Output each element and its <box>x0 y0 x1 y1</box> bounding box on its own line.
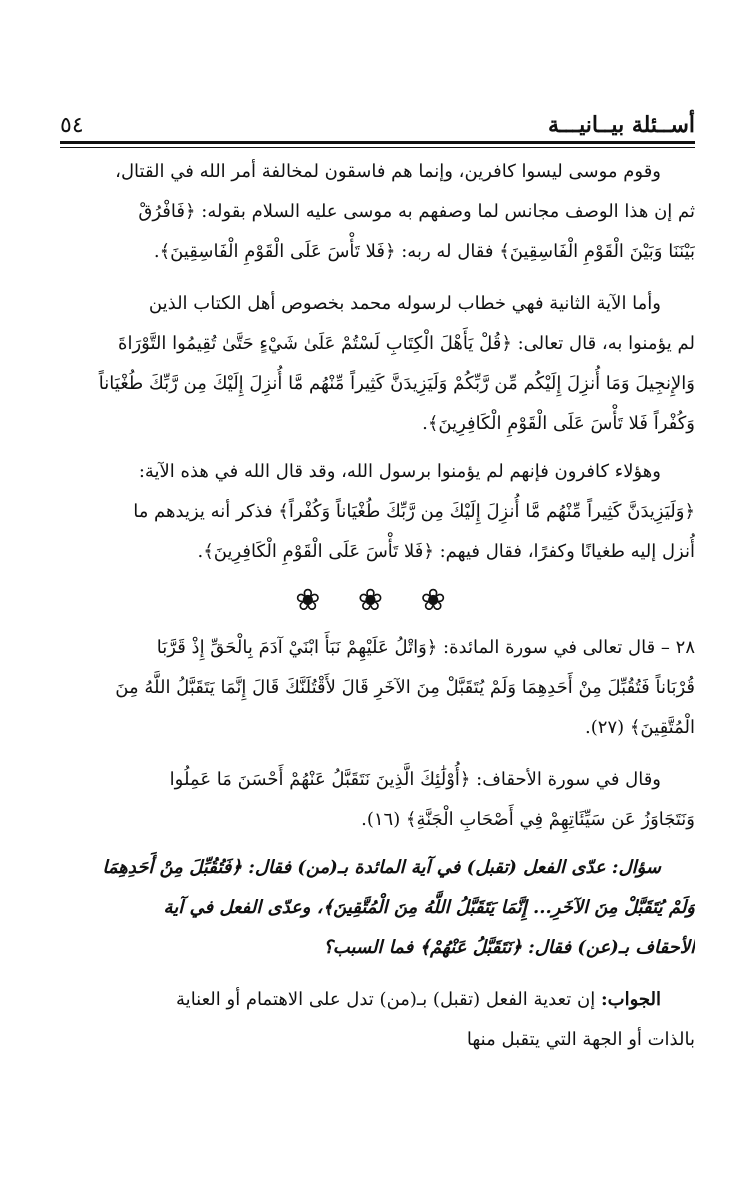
paragraph-5 <box>60 760 695 840</box>
paragraph-1 <box>60 152 695 272</box>
text-line: وَنَتَجَاوَزُ عَن سَيِّئَاتِهِمْ فِي أَصْحَابِ الْجَنَّةِ﴾ (١٦). <box>361 809 695 830</box>
answer-paragraph <box>60 980 695 1060</box>
text-line: وأما الآية الثانية فهي خطاب لرسوله محمد بخصوص أهل الكتاب الذين <box>148 293 661 314</box>
page-number: ٥٤ <box>60 113 84 138</box>
question-label: سؤال: <box>611 857 661 878</box>
text-line: وقال في سورة الأحقاف: ﴿أُوْلَٰئِكَ الَّذِينَ نَتَقَبَّلُ عَنْهُمْ أَحْسَنَ مَا عَمِلُوا <box>169 769 661 790</box>
question-paragraph <box>60 848 695 968</box>
text-line: الأحقاف بـ(عن) فقال: ﴿نَتَقَبَّلُ عَنْهُمْ﴾ فما السبب؟ <box>323 937 695 958</box>
text-line: الْمُتَّقِينَ﴾ (٢٧). <box>585 717 695 738</box>
text-line: وَلَمْ يُتَقَبَّلْ مِنَ الآخَرِ... إِنَّمَا يَتَقَبَّلُ اللَّهُ مِنَ الْمُتَّقِينَ﴾، وعدّى الفعل في آية <box>163 897 695 918</box>
text-line: لم يؤمنوا به، قال تعالى: ﴿قُلْ يَأَهْلَ الْكِتَابِ لَسْتُمْ عَلَىٰ شَيْءٍ حَتَّىٰ تُقِيمُوا التَّوْرَاةَ <box>118 333 695 354</box>
text-line: أُنزل إليه طغيانًا وكفرًا، فقال فيهم: ﴿فَلا تَأْسَ عَلَى الْقَوْمِ الْكَافِرِينَ﴾. <box>197 541 695 562</box>
text-line: وهؤلاء كافرون فإنهم لم يؤمنوا برسول الله، وقد قال الله في هذه الآية: <box>138 461 661 482</box>
text-line: ﴿وَلَيَزِيدَنَّ كَثِيراً مِّنْهُم مَّا أُنزِلَ إِلَيْكَ مِن رَّبِّكَ طُغْيَاناً وَكُفْراً﴾ فذكر أنه يزيدهم ما <box>133 501 695 522</box>
answer-label: الجواب: <box>601 989 661 1010</box>
page-header <box>60 108 695 138</box>
text-line: بَيْنَنَا وَبَيْنَ الْقَوْمِ الْفَاسِقِينَ﴾ فقال له ربه: ﴿فَلا تَأْسَ عَلَى الْقَوْمِ الْفَاسِقِينَ﴾. <box>153 241 695 262</box>
question-line <box>60 848 695 888</box>
header-rule <box>60 141 695 148</box>
paragraph-3 <box>60 452 695 572</box>
running-title: أســئلة بيــانيـــة <box>547 112 695 138</box>
text-line: بالذات أو الجهة التي يتقبل منها <box>466 1029 695 1050</box>
text-line: وَالإِنجِيلَ وَمَا أُنزِلَ إِلَيْكُم مِّن رَّبِّكُمْ وَلَيَزِيدَنَّ كَثِيراً مِّنْهُم مَّا أُنزِلَ إِلَيْكَ مِن رَّبِّكَ طُغْيَاناً <box>98 373 695 394</box>
text-line: ثم إن هذا الوصف مجانس لما وصفهم به موسى عليه السلام بقوله: ﴿فَافْرُقْ <box>138 201 695 222</box>
text-line: وقوم موسى ليسوا كافرين، وإنما هم فاسقون لمخالفة أمر الله في القتال، <box>115 161 661 182</box>
paragraph-4 <box>60 628 695 748</box>
text-line: إن تعدية الفعل (تقبل) بـ(من) تدل على الاهتمام أو العناية <box>176 989 596 1010</box>
section-separator: ❀ ❀ ❀ <box>295 583 460 618</box>
text-line: قُرْبَاناً فَتُقُبِّلَ مِنْ أَحَدِهِمَا وَلَمْ يُتَقَبَّلْ مِنَ الآخَرِ قَالَ لأَقْتُلَنَّكَ قَالَ إِنَّمَا يَتَقَبَّلُ اللَّهُ مِنَ <box>115 677 695 698</box>
answer-line <box>60 980 695 1020</box>
paragraph-2 <box>60 284 695 444</box>
text-line: ٢٨ – قال تعالى في سورة المائدة: ﴿وَاتْلُ عَلَيْهِمْ نَبَأَ ابْنَيْ آدَمَ بِالْحَقِّ إِذْ قَرَّبَا <box>156 637 695 658</box>
text-line: وَكُفْراً فَلا تَأْسَ عَلَى الْقَوْمِ الْكَافِرِينَ﴾. <box>422 413 695 434</box>
text-line: عدّى الفعل (تقبل) في آية المائدة بـ(من) فقال: ﴿فَتُقُبِّلَ مِنْ أَحَدِهِمَا <box>102 857 606 878</box>
